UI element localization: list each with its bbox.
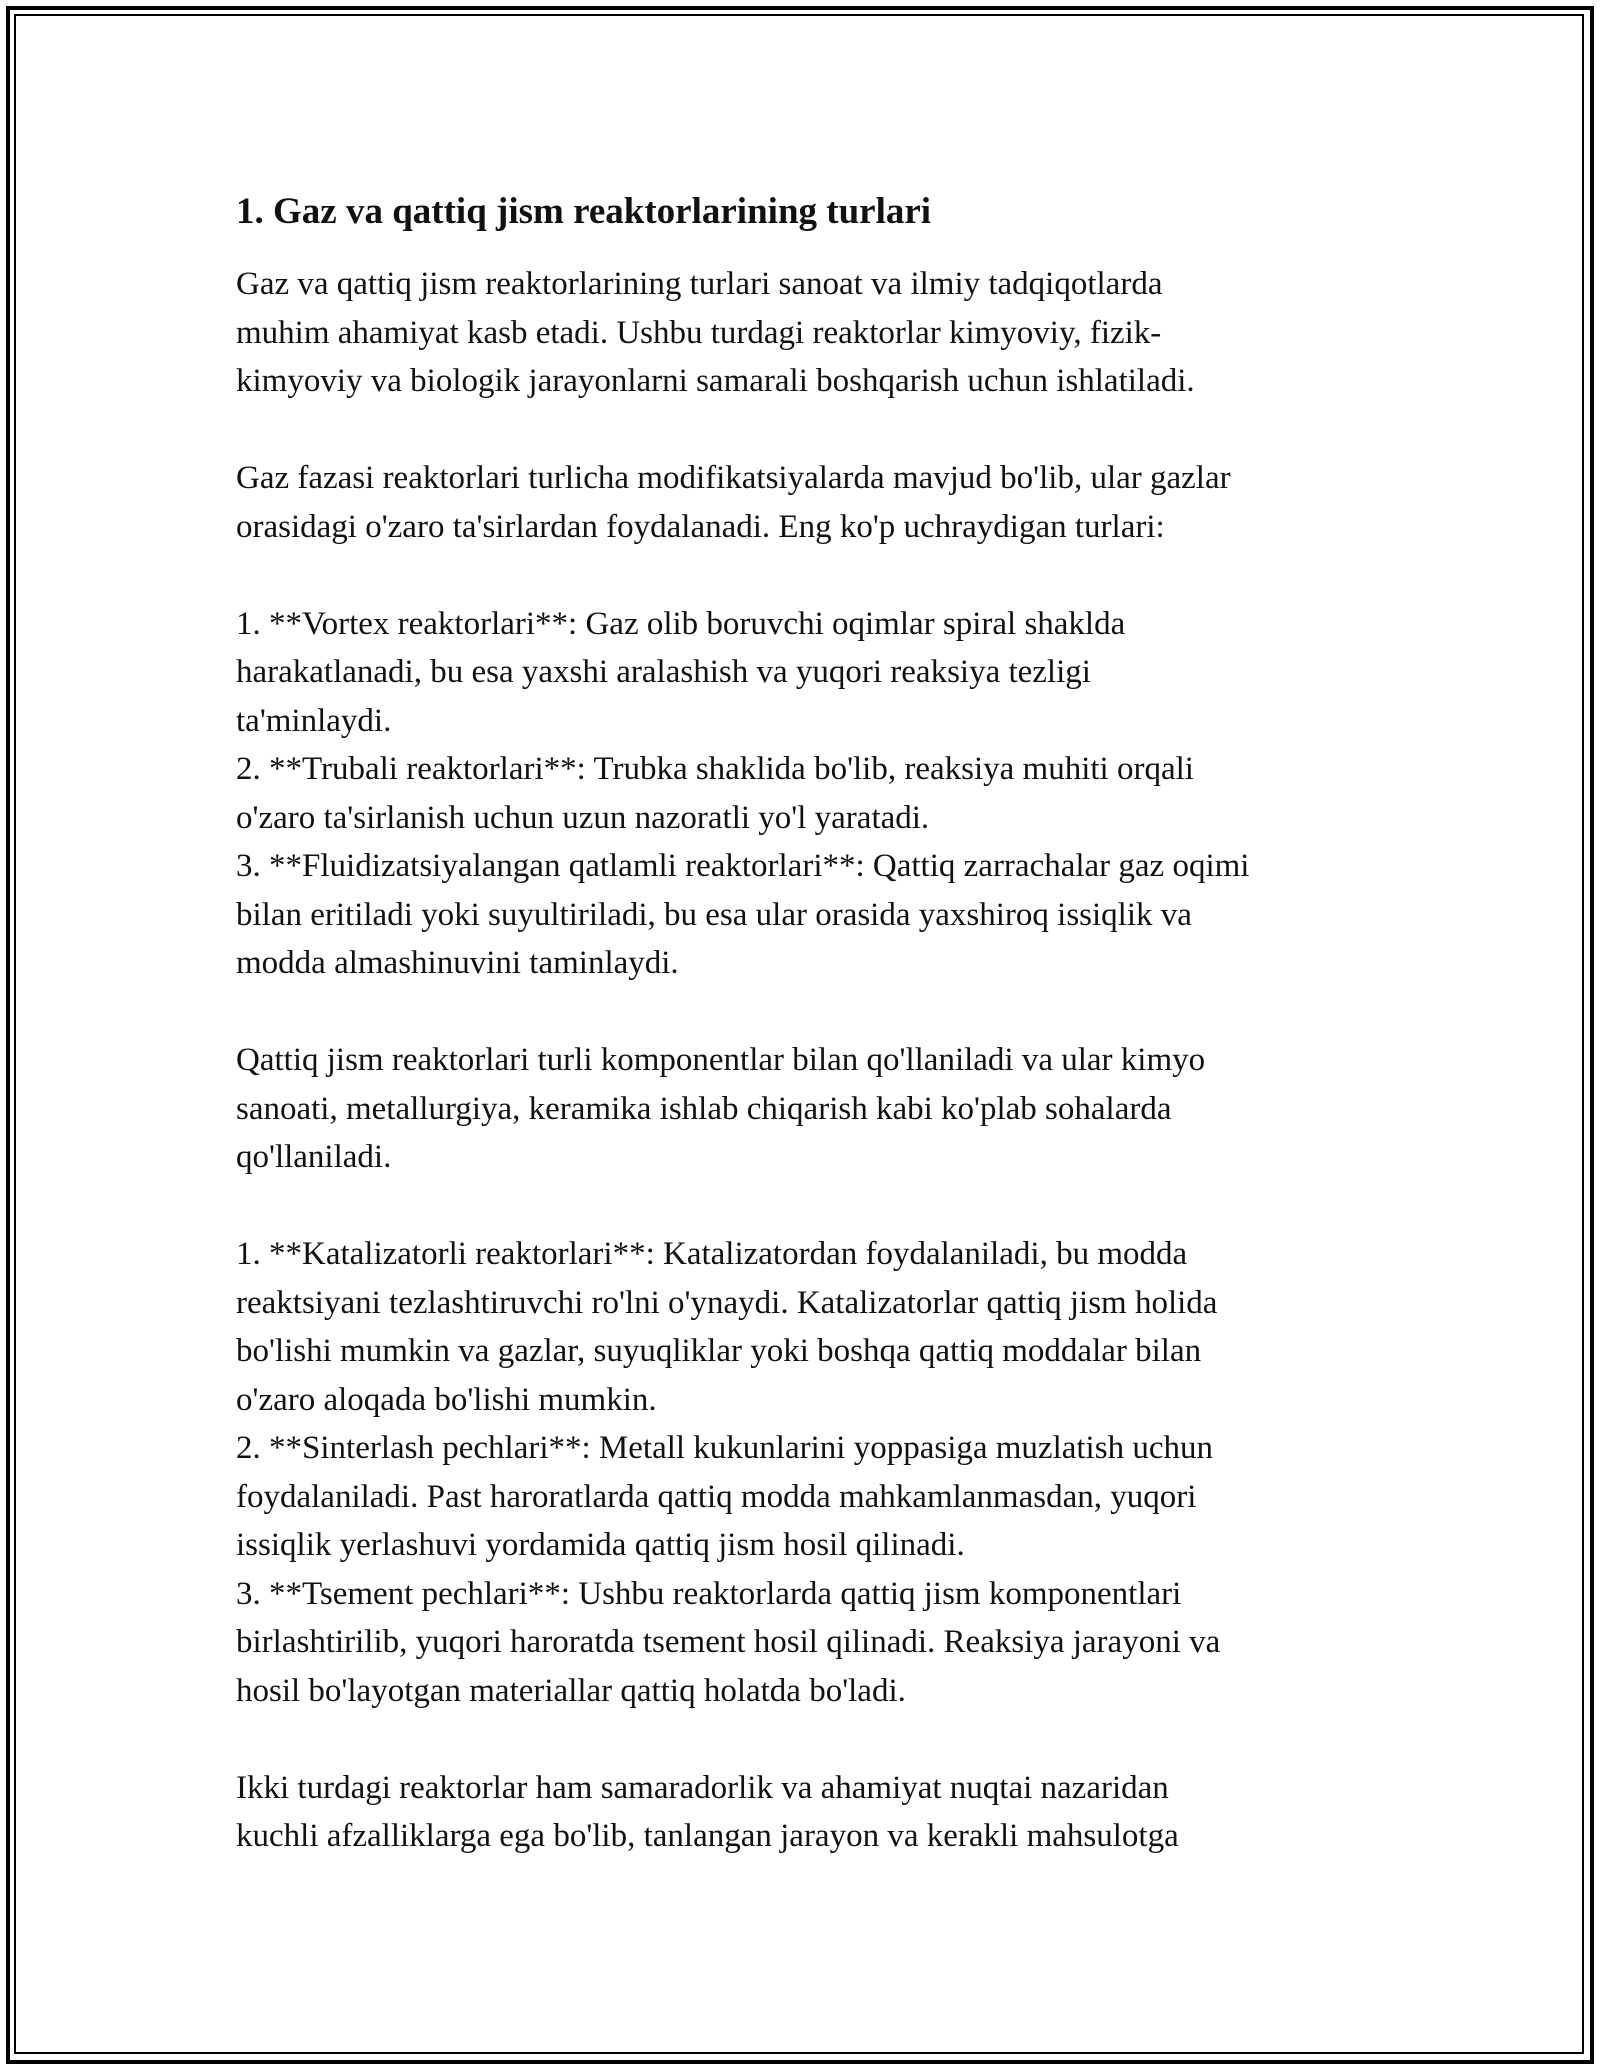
paragraph-gap: [236, 1715, 1376, 1764]
text-line: 3. **Tsement pechlari**: Ushbu reaktorlarda qattiq jism komponentlari: [236, 1575, 1182, 1612]
text-line: bilan eritiladi yoki suyultiriladi, bu esa ular orasida yaxshiroq issiqlik va: [236, 896, 1192, 933]
paragraph: [236, 1764, 1376, 1861]
text-line: birlashtirilib, yuqori haroratda tsement hosil qilinadi. Reaksiya jarayoni va: [236, 1624, 1221, 1660]
text-line: reaktsiyani tezlashtiruvchi ro'lni o'ynaydi. Katalizatorlar qattiq jism holida: [236, 1284, 1218, 1321]
paragraph-gap: [236, 1182, 1376, 1231]
paragraph: [236, 1036, 1376, 1182]
text-line: o'zaro ta'sirlanish uchun uzun nazoratli yo'l yaratadi.: [236, 799, 930, 836]
text-line: bo'lishi mumkin va gazlar, suyuqliklar yoki boshqa qattiq moddalar bilan: [236, 1333, 1202, 1369]
text-line: Ikki turdagi reaktorlar ham samaradorlik va ahamiyat nuqtai nazaridan: [236, 1769, 1169, 1806]
paragraph: [236, 1230, 1376, 1715]
text-line: Gaz fazasi reaktorlari turlicha modifikatsiyalarda mavjud bo'lib, ular gazlar: [236, 460, 1231, 496]
text-line: 2. **Sinterlash pechlari**: Metall kukunlarini yoppasiga muzlatish uchun: [236, 1430, 1213, 1466]
paragraph-gap: [236, 988, 1376, 1037]
text-line: 2. **Trubali reaktorlari**: Trubka shaklida bo'lib, reaksiya muhiti orqali: [236, 751, 1194, 787]
text-line: 1. **Vortex reaktorlari**: Gaz olib boruvchi oqimlar spiral shaklda: [236, 605, 1126, 642]
text-line: muhim ahamiyat kasb etadi. Ushbu turdagi reaktorlar kimyoviy, fizik-: [236, 314, 1162, 351]
paragraph-container: [236, 260, 1376, 1861]
paragraph-gap: [236, 406, 1376, 455]
text-line: Gaz va qattiq jism reaktorlarining turlari sanoat va ilmiy tadqiqotlarda: [236, 266, 1163, 302]
document-body: [236, 188, 1376, 1861]
text-line: 3. **Fluidizatsiyalangan qatlamli reaktorlari**: Qattiq zarrachalar gaz oqimi: [236, 848, 1250, 884]
text-line: kuchli afzalliklarga ega bo'lib, tanlangan jarayon va kerakli mahsulotga: [236, 1818, 1179, 1854]
text-line: kimyoviy va biologik jarayonlarni samarali boshqarish uchun ishlatiladi.: [236, 363, 1195, 399]
paragraph: [236, 260, 1376, 406]
text-line: qo'llaniladi.: [236, 1139, 392, 1175]
text-line: ta'minlaydi.: [236, 702, 392, 739]
paragraph: [236, 600, 1376, 988]
text-line: orasidagi o'zaro ta'sirlardan foydalanadi. Eng ko'p uchraydigan turlari:: [236, 508, 1165, 545]
text-line: 1. **Katalizatorli reaktorlari**: Katalizatordan foydalaniladi, bu modda: [236, 1236, 1188, 1272]
text-line: sanoati, metallurgiya, keramika ishlab chiqarish kabi ko'plab sohalarda: [236, 1090, 1172, 1127]
text-line: harakatlanadi, bu esa yaxshi aralashish va yuqori reaksiya tezligi: [236, 654, 1091, 690]
text-line: hosil bo'layotgan materiallar qattiq holatda bo'ladi.: [236, 1672, 906, 1709]
paragraph: [236, 454, 1376, 551]
paragraph-gap: [236, 551, 1376, 600]
text-line: foydalaniladi. Past haroratlarda qattiq modda mahkamlanmasdan, yuqori: [236, 1478, 1197, 1515]
text-line: issiqlik yerlashuvi yordamida qattiq jism hosil qilinadi.: [236, 1527, 965, 1563]
text-line: modda almashinuvini taminlaydi.: [236, 945, 679, 981]
section-heading: 1. Gaz va qattiq jism reaktorlarining turlari: [236, 191, 932, 232]
text-line: Qattiq jism reaktorlari turli komponentlar bilan qo'llaniladi va ular kimyo: [236, 1042, 1206, 1078]
text-line: o'zaro aloqada bo'lishi mumkin.: [236, 1381, 657, 1418]
